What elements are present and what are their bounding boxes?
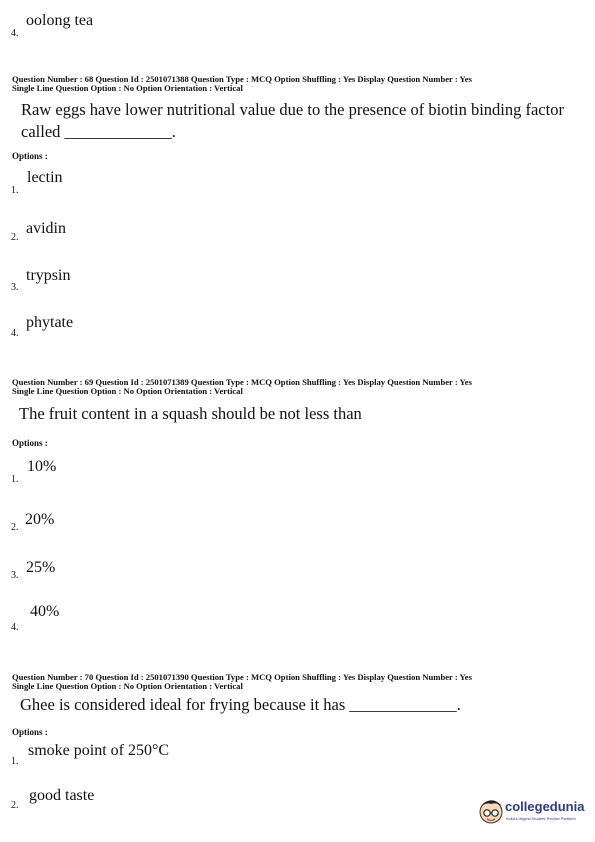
option-text: phytate (26, 314, 74, 331)
option-text: good taste (29, 787, 95, 804)
logo-tagline: India's largest Student Review Platform (506, 816, 576, 821)
question-meta-line: Single Line Question Option : No Option Orientation : Vertical (12, 681, 243, 691)
question-text-69: The fruit content in a squash should be not less than (19, 404, 362, 423)
question-text-68-cont: called _____________. (21, 122, 176, 141)
option-number: 1. (11, 185, 19, 196)
question-meta-line: Question Number : 68 Question Id : 2501071388 Question Type : MCQ Option Shuffling : Yes Display Question Number : Yes (12, 74, 472, 84)
options-label: Options : (12, 438, 48, 448)
option-number: 4. (11, 622, 19, 633)
option-text: 10% (27, 458, 57, 475)
option-text: 25% (26, 559, 56, 576)
option-number: 1. (11, 474, 19, 485)
logo-wordmark: collegedunia (505, 799, 585, 814)
option-number: 2. (11, 522, 19, 533)
option-text: avidin (26, 220, 66, 237)
option-number: 2. (11, 800, 19, 811)
question-meta-line: Question Number : 70 Question Id : 2501071390 Question Type : MCQ Option Shuffling : Yes Display Question Number : Yes (12, 672, 472, 682)
option-number: 3. (11, 570, 19, 581)
question-meta-69 (12, 378, 472, 396)
question-text-70: Ghee is considered ideal for frying because it has _____________. (20, 695, 461, 714)
collegedunia-logo (478, 794, 588, 830)
option-number: 1. (11, 756, 19, 767)
options-label: Options : (12, 727, 48, 737)
question-meta-line: Single Line Question Option : No Option Orientation : Vertical (12, 83, 243, 93)
option-text: lectin (27, 169, 63, 186)
option-number: 2. (11, 232, 19, 243)
question-text-68: Raw eggs have lower nutritional value due to the presence of biotin binding factor (21, 100, 564, 119)
option-text: 20% (25, 511, 55, 528)
option-number: 3. (11, 282, 19, 293)
question-meta-line: Single Line Question Option : No Option Orientation : Vertical (12, 386, 243, 396)
question-meta-70 (12, 673, 472, 691)
option-number: 4. (11, 328, 19, 339)
option-text: oolong tea (26, 12, 94, 29)
question-meta-68 (12, 75, 472, 93)
options-label: Options : (12, 151, 48, 161)
option-text: smoke point of 250°C (28, 742, 170, 759)
question-meta-line: Question Number : 69 Question Id : 2501071389 Question Type : MCQ Option Shuffling : Yes Display Question Number : Yes (12, 377, 472, 387)
option-text: 40% (30, 603, 60, 620)
option-number: 4. (11, 28, 19, 39)
option-text: trypsin (26, 267, 71, 284)
